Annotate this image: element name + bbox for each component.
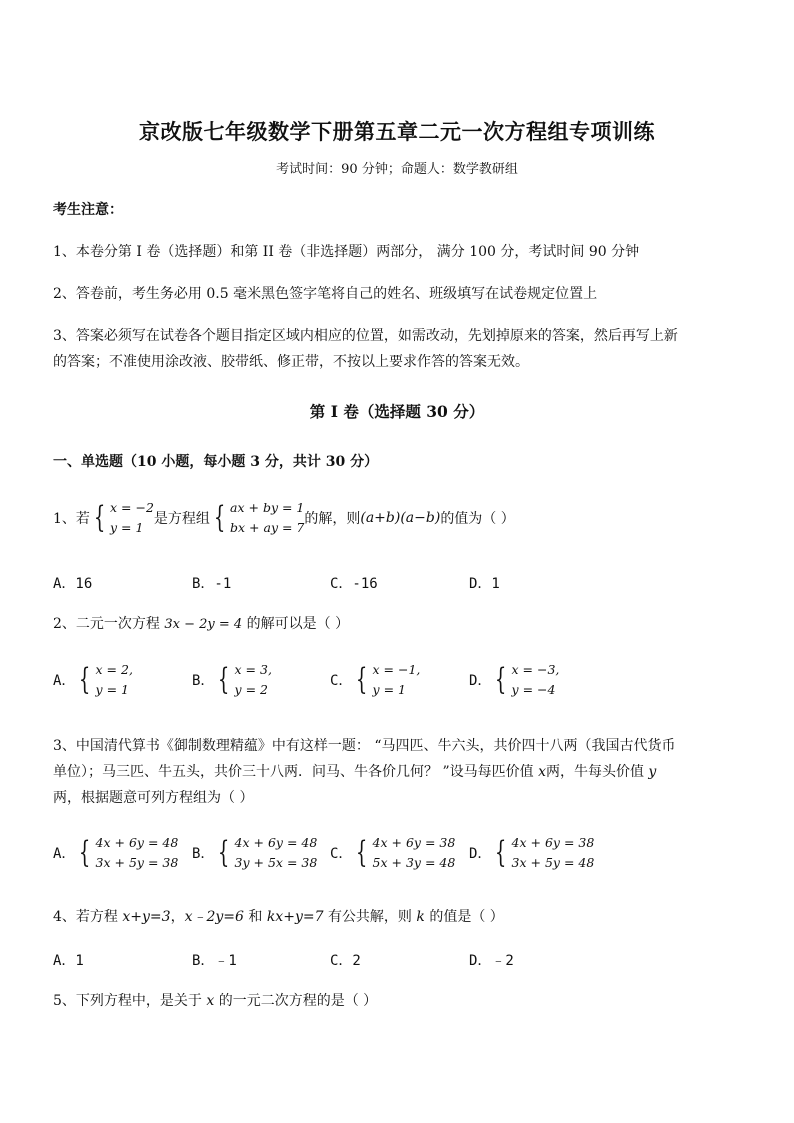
q3-option-c — [330, 833, 455, 873]
brace-icon: { — [79, 662, 91, 697]
q4-option-a: A．1 — [53, 953, 84, 969]
q3-line-2 — [53, 761, 656, 781]
q2-a-eq1: x = 2, — [95, 662, 133, 677]
q2-option-a-label: A． — [53, 673, 76, 689]
part-heading: 一、单选题（10 小题，每小题 3 分，共计 30 分） — [53, 454, 379, 470]
q3-line-1: 3、中国清代算书《御制数理精蕴》中有这样一题： “马四匹、牛六头，共价四十八两（我国古代货币 — [53, 738, 676, 754]
notice-item-3-continued: 的答案；不准使用涂改液、胶带纸、修正带，不按以上要求作答的答案无效。 — [53, 354, 529, 370]
q2-b-eq2: y = 2 — [234, 682, 268, 697]
q1-suffix-b: 的值为（ ） — [440, 511, 515, 527]
document-title: 京改版七年级数学下册第五章二元一次方程组专项训练 — [139, 119, 655, 144]
q1-sys1-eq1: x = −2 — [110, 500, 154, 515]
notice-item-2: 2、答卷前，考生务必用 0.5 毫米黑色签字笔将自己的姓名、班级填写在试卷规定位置上 — [53, 286, 598, 302]
q2-prefix: 2、二元一次方程 — [53, 616, 160, 632]
q3-line-2-b: 两，牛每头价值 — [545, 764, 644, 780]
q3-option-d-label: D． — [469, 846, 492, 862]
q2-d-eq1: x = −3, — [511, 662, 560, 677]
q3-option-b-label: B． — [192, 846, 215, 862]
q3-option-a-label: A． — [53, 846, 76, 862]
q4-mid: 有公共解，则 — [327, 909, 412, 925]
question-1 — [53, 498, 515, 538]
q3-a-eq2: 3x + 5y = 38 — [95, 855, 179, 870]
q2-d-eq2: y = −4 — [511, 682, 556, 697]
q3-line-3: 两，根据题意可列方程组为（ ） — [53, 790, 254, 806]
q1-option-c: C．-16 — [330, 576, 378, 592]
q4-option-c: C．2 — [330, 953, 361, 969]
question-4 — [53, 906, 504, 926]
q3-b-eq2: 3y + 5x = 38 — [234, 855, 318, 870]
q3-option-c-label: C． — [330, 846, 353, 862]
brace-icon: { — [79, 835, 91, 870]
q3-d-eq1: 4x + 6y = 38 — [511, 835, 595, 850]
q3-option-b — [192, 833, 317, 873]
q2-option-d-label: D． — [469, 673, 492, 689]
q3-d-eq2: 3x + 5y = 48 — [511, 855, 595, 870]
q2-equation: 3x − 2y = 4 — [164, 617, 243, 632]
document-subtitle: 考试时间：90 分钟；命题人：数学教研组 — [276, 162, 518, 177]
q2-c-eq2: y = 1 — [372, 682, 406, 697]
q4-suffix: 的值是（ ） — [429, 909, 504, 925]
q2-option-d — [469, 660, 559, 700]
section-title: 第 I 卷（选择题 30 分） — [309, 402, 485, 421]
q1-sys2-eq1: ax + by = 1 — [230, 500, 305, 515]
q3-var-y: y — [648, 764, 657, 780]
q1-option-b: B．-1 — [192, 576, 232, 592]
brace-icon: { — [93, 500, 106, 535]
q4-and: 和 — [248, 909, 263, 925]
q4-eq1: x+y=3 — [122, 909, 171, 925]
q2-a-eq2: y = 1 — [95, 682, 129, 697]
brace-icon: { — [495, 662, 507, 697]
q1-mid: 是方程组 — [153, 511, 210, 527]
q1-expression: (a+b)(a−b) — [360, 510, 441, 526]
q3-var-x: x — [538, 764, 546, 780]
brace-icon: { — [495, 835, 507, 870]
q1-option-a: A．16 — [53, 576, 93, 592]
brace-icon: { — [356, 835, 368, 870]
q1-sys1-eq2: y = 1 — [110, 520, 144, 535]
q2-b-eq1: x = 3, — [234, 662, 272, 677]
q3-line-2-a: 单位）；马三匹、牛五头，共价三十八两．问马、牛各价几何？ ”设马每匹价值 — [53, 764, 534, 780]
q5-prefix: 5、下列方程中，是关于 — [53, 993, 202, 1009]
q4-option-d: D．﹣2 — [469, 953, 514, 969]
brace-icon: { — [213, 500, 226, 535]
q1-system-solution — [90, 498, 154, 538]
q3-c-eq2: 5x + 3y = 48 — [372, 855, 456, 870]
q1-option-d: D．1 — [469, 576, 500, 592]
q3-c-eq1: 4x + 6y = 38 — [372, 835, 456, 850]
q4-sep: ， — [170, 909, 185, 925]
q2-option-c-label: C． — [330, 673, 353, 689]
q2-option-b — [192, 660, 272, 700]
q1-system-equations — [210, 498, 304, 538]
q1-prefix: 1、若 — [53, 511, 90, 527]
q4-var-k: k — [416, 909, 425, 925]
q2-option-a — [53, 660, 133, 700]
q5-var-x: x — [206, 993, 215, 1009]
q2-suffix: 的解可以是（ ） — [246, 616, 350, 632]
q1-suffix-a: 的解，则 — [304, 511, 361, 527]
notice-item-1: 1、本卷分第 I 卷（选择题）和第 II 卷（非选择题）两部分， 满分 100 分，考试时间 90 分钟 — [53, 244, 640, 260]
brace-icon: { — [356, 662, 368, 697]
question-5 — [53, 990, 377, 1010]
q4-prefix: 4、若方程 — [53, 909, 118, 925]
q2-option-b-label: B． — [192, 673, 215, 689]
q4-option-b: B．﹣1 — [192, 953, 237, 969]
q2-c-eq1: x = −1, — [372, 662, 421, 677]
brace-icon: { — [218, 835, 230, 870]
q4-eq3: kx+y=7 — [266, 909, 324, 925]
q5-suffix: 的一元二次方程的是（ ） — [218, 993, 378, 1009]
notice-heading: 考生注意： — [53, 202, 123, 218]
brace-icon: { — [218, 662, 230, 697]
q3-option-d — [469, 833, 594, 873]
notice-item-3: 3、答案必须写在试卷各个题目指定区域内相应的位置，如需改动，先划掉原来的答案，然后再写上新 — [53, 328, 678, 344]
q3-option-a — [53, 833, 178, 873]
q1-sys2-eq2: bx + ay = 7 — [230, 520, 305, 535]
question-2 — [53, 613, 349, 633]
q3-b-eq1: 4x + 6y = 48 — [234, 835, 318, 850]
q2-option-c — [330, 660, 420, 700]
q3-a-eq1: 4x + 6y = 48 — [95, 835, 179, 850]
q4-eq2: x﹣2y=6 — [184, 909, 244, 925]
